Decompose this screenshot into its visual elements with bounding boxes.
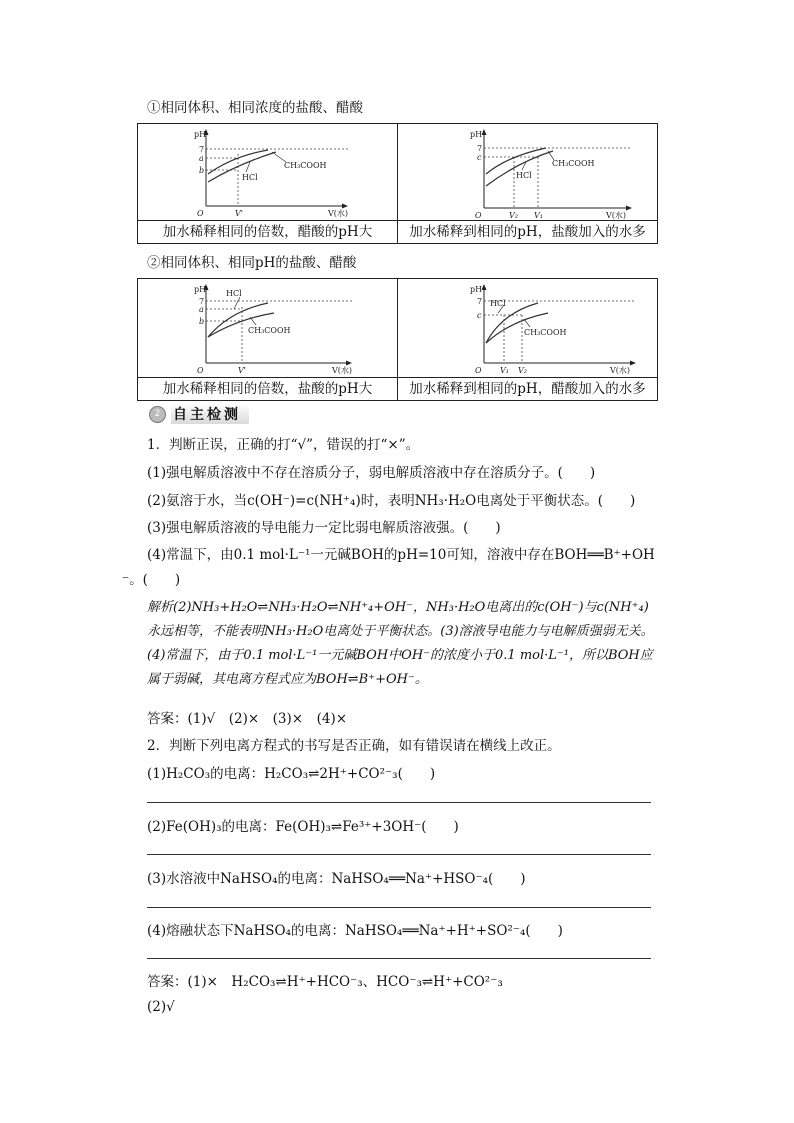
svg-text:HCl: HCl xyxy=(490,299,506,308)
ph-graph xyxy=(138,124,382,220)
analysis-text: 解析(2)NH₃+H₂O⇌NH₃·H₂O⇌NH⁺₄+OH⁻，NH₃·H₂O电离出的c(OH⁻)与c(NH⁺₄)永远相等，不能表明NH₃·H₂O电离处于平衡状态。(3)溶液导电能力与电解质强弱无关。(4)常温下，由于0.1 mol·L⁻¹一元碱BOH中OH⁻的浓度小于0.1 mol·L⁻¹，所以BOH应属于弱碱，其电离方程式应为BOH⇌B⁺+OH⁻。 xyxy=(147,600,654,687)
svg-text:V(水): V(水) xyxy=(332,366,353,375)
table-caption: 加水稀释到相同的pH，盐酸加入的水多 xyxy=(398,221,658,244)
svg-text:V₁: V₁ xyxy=(534,211,543,220)
comparison-table-2 xyxy=(137,278,658,401)
svg-text:V₂: V₂ xyxy=(509,211,518,220)
question-item: (3)水溶液中NaHSO₄的电离：NaHSO₄══Na⁺+HSO⁻₄( ) xyxy=(147,871,526,887)
question-stem: 1．判断正误，正确的打“√”，错误的打“×”。 xyxy=(147,437,420,453)
answer-line xyxy=(147,958,651,959)
svg-text:V(水): V(水) xyxy=(328,209,349,218)
svg-text:7: 7 xyxy=(199,297,205,306)
svg-text:O: O xyxy=(197,366,204,375)
svg-text:b: b xyxy=(199,317,205,326)
badge-icon: 2 xyxy=(149,406,166,423)
answer-text: 答案：(1)√ (2)× (3)× (4)× xyxy=(147,711,348,727)
section-heading xyxy=(149,405,249,423)
graph-cell xyxy=(398,124,658,221)
heading-text: 自主检测 xyxy=(171,404,249,424)
question-item-cont: ⁻。( ) xyxy=(122,572,181,588)
section2-title: ②相同体积、相同pH的盐酸、醋酸 xyxy=(147,255,357,271)
svg-text:O: O xyxy=(475,366,482,375)
ph-graph xyxy=(398,279,673,377)
question-item: (1)强电解质溶液中不存在溶质分子，弱电解质溶液中存在溶质分子。( ) xyxy=(147,465,596,481)
svg-text:HCl: HCl xyxy=(516,171,532,180)
svg-text:c: c xyxy=(477,153,482,162)
question-item: (2)氨溶于水，当c(OH⁻)=c(NH⁺₄)时，表明NH₃·H₂O电离处于平衡状态。( ) xyxy=(147,493,636,509)
ph-graph xyxy=(398,124,673,220)
answer-line xyxy=(147,854,651,855)
ph-graph xyxy=(138,279,382,377)
table-caption: 加水稀释到相同的pH，醋酸加入的水多 xyxy=(398,378,658,401)
svg-text:CH₃COOH: CH₃COOH xyxy=(284,161,327,170)
question-item: (3)强电解质溶液的导电能力一定比弱电解质溶液强。( ) xyxy=(147,520,501,536)
svg-text:7: 7 xyxy=(477,144,483,153)
table-caption: 加水稀释相同的倍数，盐酸的pH大 xyxy=(138,378,398,401)
svg-text:a: a xyxy=(199,305,204,314)
graph-cell xyxy=(138,124,398,221)
answer-line xyxy=(147,907,651,908)
answer-text: (2)√ xyxy=(147,999,175,1015)
svg-text:pH: pH xyxy=(470,130,483,139)
question-item: (4)熔融状态下NaHSO₄的电离：NaHSO₄══Na⁺+H⁺+SO²⁻₄( ) xyxy=(147,923,563,939)
svg-text:V₂: V₂ xyxy=(518,366,527,375)
svg-text:pH: pH xyxy=(194,130,207,139)
table-caption: 加水稀释相同的倍数，醋酸的pH大 xyxy=(138,221,398,244)
svg-text:c: c xyxy=(477,311,482,320)
section1-title: ①相同体积、相同浓度的盐酸、醋酸 xyxy=(147,100,363,116)
answer-line xyxy=(147,802,651,803)
svg-text:CH₃COOH: CH₃COOH xyxy=(248,326,291,335)
svg-text:CH₃COOH: CH₃COOH xyxy=(524,328,567,337)
svg-text:V(水): V(水) xyxy=(610,366,631,375)
svg-text:O: O xyxy=(197,209,204,218)
svg-text:b: b xyxy=(199,166,205,175)
svg-text:7: 7 xyxy=(199,145,205,154)
question-item: (2)Fe(OH)₃的电离：Fe(OH)₃⇌Fe³⁺+3OH⁻( ) xyxy=(147,819,459,835)
question-item: (1)H₂CO₃的电离：H₂CO₃⇌2H⁺+CO²⁻₃( ) xyxy=(147,766,436,782)
svg-text:a: a xyxy=(199,154,204,163)
svg-text:V₁: V₁ xyxy=(500,366,509,375)
svg-text:V': V' xyxy=(238,366,246,375)
svg-text:pH: pH xyxy=(194,285,207,294)
comparison-table-1 xyxy=(137,123,658,244)
answer-text: 答案：(1)× H₂CO₃⇌H⁺+HCO⁻₃、HCO⁻₃⇌H⁺+CO²⁻₃ xyxy=(147,974,503,990)
question-item: (4)常温下，由0.1 mol·L⁻¹一元碱BOH的pH=10可知，溶液中存在BOH══B⁺+OH xyxy=(147,547,655,563)
svg-text:V': V' xyxy=(235,209,243,218)
svg-text:CH₃COOH: CH₃COOH xyxy=(552,159,595,168)
graph-cell xyxy=(138,279,398,378)
svg-text:7: 7 xyxy=(477,297,483,306)
graph-cell xyxy=(398,279,658,378)
svg-text:HCl: HCl xyxy=(242,173,258,182)
svg-text:pH: pH xyxy=(470,285,483,294)
svg-text:O: O xyxy=(475,211,482,220)
question-stem: 2．判断下列电离方程式的书写是否正确，如有错误请在横线上改正。 xyxy=(147,738,561,754)
svg-text:V(水): V(水) xyxy=(606,211,627,220)
svg-text:HCl: HCl xyxy=(226,289,242,298)
